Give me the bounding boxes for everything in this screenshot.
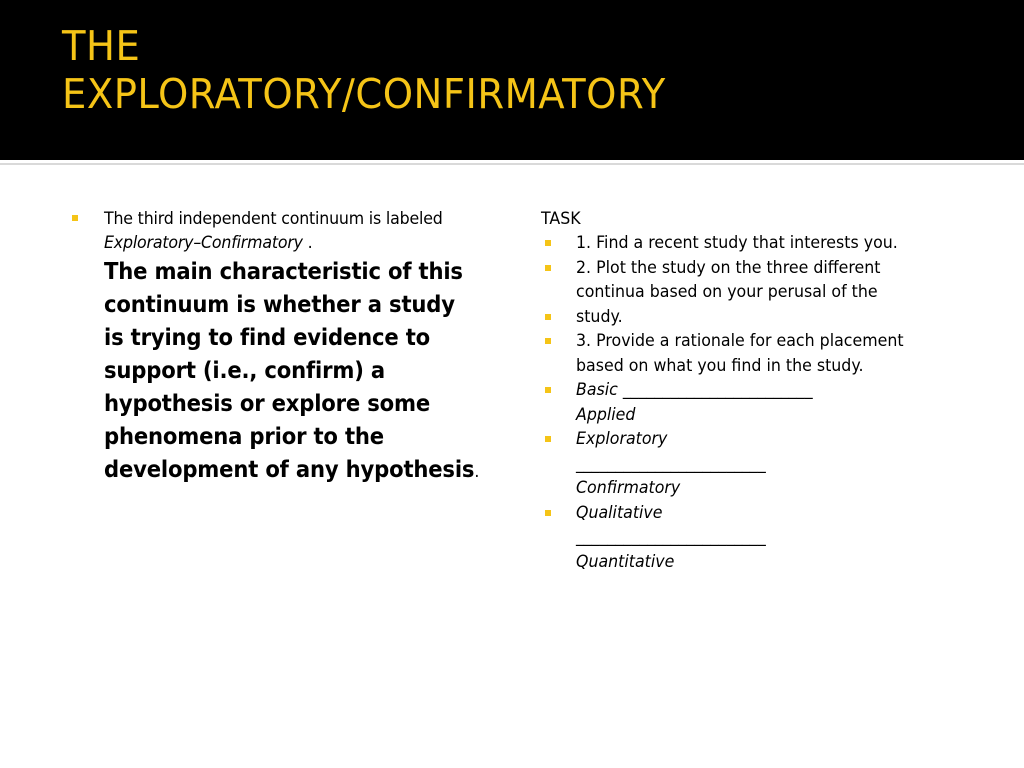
list-item [540,427,970,501]
task-list [540,231,970,574]
title-bar [0,0,1024,160]
task-heading: TASK [541,209,581,229]
square-bullet-icon [545,387,551,393]
continuum-start: Basic [576,380,618,400]
continuum-exploratory-confirmatory [576,427,948,501]
task-item-text: 2. Plot the study on the three different continua based on your perusal of the [576,257,881,302]
square-bullet-icon [545,240,551,246]
emphasis-text: The main characteristic of this continuum is whether a study is trying to find evidence to support (i.e., confirm) a hypothesis or explore some phenomena prior to the development of any hypothesis [104,259,475,483]
square-bullet-icon [72,215,78,221]
title-divider [0,163,1024,165]
square-bullet-icon [545,510,551,516]
continuum-end: Confirmatory [576,478,681,498]
square-bullet-icon [545,314,551,320]
left-bullet-list [68,207,508,489]
list-item [68,207,508,489]
intro-italic-term: Exploratory–Confirmatory [104,233,303,253]
list-item [540,256,970,305]
continuum-end: Quantitative [576,551,675,572]
task-item-text: 1. Find a recent study that interests you. [576,233,898,253]
list-item [540,305,970,330]
emphasis-tail: . [474,462,480,482]
continuum-line: ________________________ [622,380,813,400]
title-line-1: THE [62,22,141,70]
slide-title [62,22,666,119]
continuum-line: ________________________ [576,453,766,474]
intro-paragraph [104,207,495,255]
right-column [540,207,970,574]
emphasis-paragraph [104,256,481,489]
continuum-start: Qualitative [576,502,663,523]
square-bullet-icon [545,436,551,442]
title-line-2: EXPLORATORY/CONFIRMATORY [62,70,666,119]
continuum-qualitative-quantitative [576,501,948,575]
list-item [540,501,970,575]
left-column [68,207,508,489]
continuum-end: Applied [576,404,636,425]
intro-tail: . [302,233,313,253]
list-item [540,378,970,427]
continuum-line: ________________________ [576,527,766,547]
task-item-text: study. [576,306,623,327]
continuum-start: Exploratory [576,429,668,449]
square-bullet-icon [545,265,551,271]
list-item [540,231,970,256]
square-bullet-icon [545,338,551,344]
task-item-text: 3. Provide a rationale for each placement based on what you find in the study. [576,331,904,376]
intro-text: The third independent continuum is labeled [104,209,443,229]
list-item [540,329,970,378]
continuum-basic-applied [576,378,948,427]
